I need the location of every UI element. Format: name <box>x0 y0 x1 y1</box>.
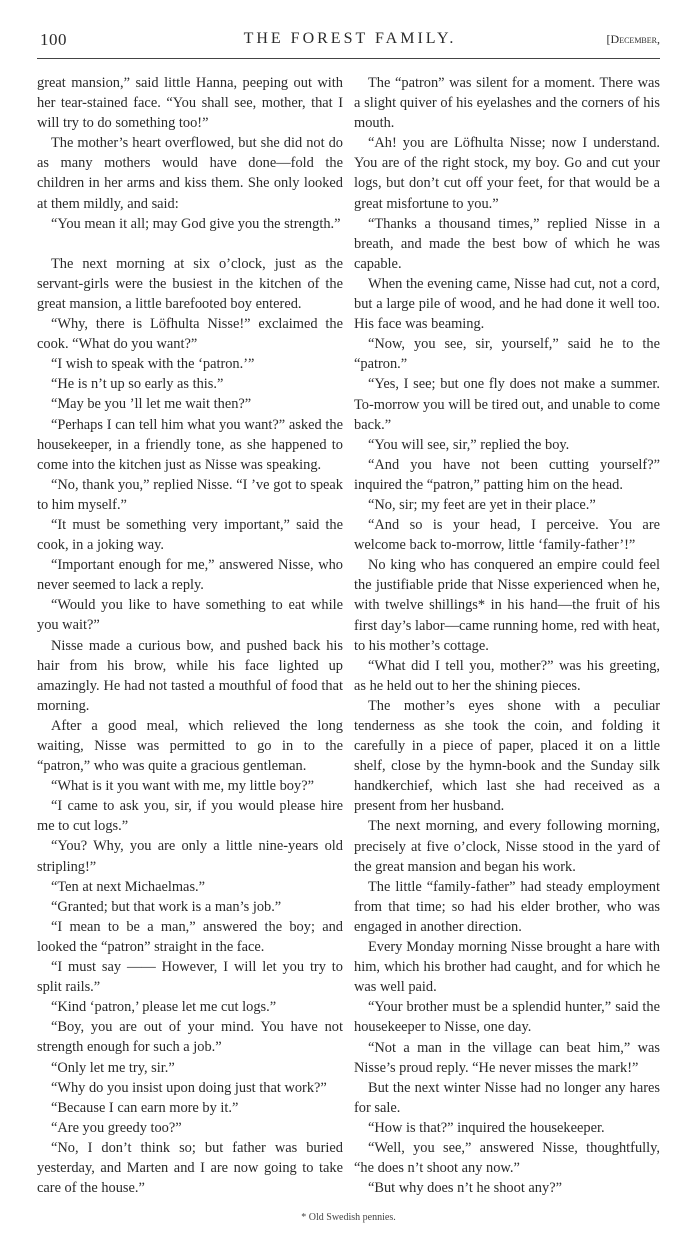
paragraph: “No, I don’t think so; but father was buried yesterday, and Marten and I are now going to take care of the house.” <box>37 1139 343 1197</box>
paragraph: “Why, there is Löfhulta Nisse!” exclaimed the cook. “What do you want?” <box>37 316 343 353</box>
running-month: [December, <box>606 32 660 46</box>
paragraph: “Because I can earn more by it.” <box>51 1099 239 1116</box>
paragraph: “But why does n’t he shoot any?” <box>368 1180 562 1197</box>
paragraph: “I wish to speak with the ‘patron.’” <box>51 356 255 373</box>
paragraph: “Why do you insist upon doing just that work?” <box>51 1079 327 1096</box>
paragraph: The mother’s eyes shone with a peculiar tenderness as she took the coin, and folding it carefully in a piece of paper, placed it on a little shelf, close by the hymn-book and the Sunday silk handkerchief, which last she had received as a present from her husband. <box>354 697 660 815</box>
paragraph: “And you have not been cutting yourself?” inquired the “patron,” patting him on the head. <box>354 456 660 493</box>
paragraph: “Perhaps I can tell him what you want?” asked the housekeeper, in a friendly tone, as she happened to come into the kitchen just as Nisse was speaking. <box>37 416 343 473</box>
paragraph: “Would you like to have something to eat while you wait?” <box>37 597 343 634</box>
paragraph: “You will see, sir,” replied the boy. <box>368 436 570 453</box>
paragraph: But the next winter Nisse had no longer any hares for sale. <box>354 1079 660 1116</box>
paragraph: The “patron” was silent for a moment. There was a slight quiver of his eyelashes and the corners of his mouth. <box>354 75 660 132</box>
footnote: * Old Swedish pennies. <box>301 1212 396 1224</box>
paragraph: “How is that?” inquired the housekeeper. <box>368 1119 605 1136</box>
paragraph: “Granted; but that work is a man’s job.” <box>51 898 282 915</box>
text-columns <box>37 73 660 1198</box>
paragraph: “He is n’t up so early as this.” <box>51 376 224 393</box>
right-column <box>354 73 660 1198</box>
page-number: 100 <box>40 30 67 49</box>
paragraph: Nisse made a curious bow, and pushed back his hair from his brow, while his face lighted up amazingly. He had not tasted a mouthful of food that morning. <box>37 637 343 714</box>
paragraph: “Well, you see,” answered Nisse, thoughtfully, “he does n’t shoot any now.” <box>354 1139 660 1177</box>
paragraph: “What did I tell you, mother?” was his greeting, as he held out to her the shining pieces. <box>354 657 660 694</box>
paragraph: After a good meal, which relieved the long waiting, Nisse was permitted to go in to the “patron,” who was quite a gracious gentleman. <box>37 717 343 775</box>
paragraph: “Boy, you are out of your mind. You have not strength enough for such a job.” <box>37 1019 343 1056</box>
paragraph: “Important enough for me,” answered Nisse, who never seemed to lack a reply. <box>37 557 343 594</box>
paragraph: “And so is your head, I perceive. You are welcome back to-morrow, little ‘family-father’!” <box>354 517 660 554</box>
paragraph: When the evening came, Nisse had cut, not a cord, but a large pile of wood, and he had done it well too. His face was beaming. <box>354 275 660 333</box>
paragraph: “Now, you see, sir, yourself,” said he to the “patron.” <box>354 336 660 373</box>
paragraph: The next morning, and every following morning, precisely at five o’clock, Nisse stood in the yard of the great mansion and began his work. <box>354 818 660 875</box>
paragraph: “Not a man in the village can beat him,” was Nisse’s proud reply. “He never misses the mark!” <box>354 1039 660 1076</box>
paragraph: “Ah! you are Löfhulta Nisse; now I understand. You are of the right stock, my boy. Go and cut your logs, but don’t cut off your feet, for that would be a great misfortune to you.” <box>354 135 660 212</box>
paragraph: No king who has conquered an empire could feel the justifiable pride that Nisse experienced when he, with twelve shillings* in his hand—the fruit of his first day’s labor—came running home, red with heat, to his mother’s cottage. <box>354 557 660 654</box>
paragraph: “May be you ’ll let me wait then?” <box>51 396 252 413</box>
paragraph: “Thanks a thousand times,” replied Nisse in a breath, and made the best bow of which he was capable. <box>354 215 660 272</box>
paragraph: great mansion,” said little Hanna, peeping out with her tear-stained face. “You shall see, mother, that I will try to do something too!” <box>37 75 343 132</box>
paragraph: “No, thank you,” replied Nisse. “I ’ve got to speak to him myself.” <box>37 476 343 513</box>
paragraph: “Only let me try, sir.” <box>51 1059 175 1076</box>
paragraph: The mother’s heart overflowed, but she did not do as many mothers would have done—fold the children in her arms and kiss them. She only looked at them mildly, and said: <box>37 135 343 212</box>
paragraph: “Your brother must be a splendid hunter,” said the housekeeper to Nisse, one day. <box>354 999 660 1036</box>
paragraph: “I came to ask you, sir, if you would please hire me to cut logs.” <box>37 798 343 835</box>
paragraph: “I mean to be a man,” answered the boy; and looked the “patron” straight in the face. <box>37 918 343 955</box>
paragraph: “What is it you want with me, my little boy?” <box>51 778 314 795</box>
left-column <box>37 73 343 1198</box>
paragraph: “Ten at next Michaelmas.” <box>51 878 206 895</box>
paragraph: “You? Why, you are only a little nine-years old stripling!” <box>37 838 343 875</box>
running-title: THE FOREST FAMILY. <box>243 30 457 47</box>
paragraph: “Kind ‘patron,’ please let me cut logs.” <box>51 999 277 1016</box>
paragraph: “You mean it all; may God give you the strength.” <box>51 215 341 232</box>
paragraph: The little “family-father” had steady employment from that time; so had his elder brother, who was engaged in another direction. <box>354 878 660 935</box>
paragraph: The next morning at six o’clock, just as the servant-girls were the busiest in the kitchen of the great mansion, a little barefooted boy entered. <box>37 255 343 312</box>
paragraph: “Yes, I see; but one fly does not make a summer. To-morrow you will be tired out, and unable to come back.” <box>354 376 660 433</box>
paragraph: “It must be something very important,” said the cook, in a joking way. <box>37 516 343 554</box>
paragraph: “I must say —— However, I will let you try to split rails.” <box>37 959 343 996</box>
paragraph: “Are you greedy too?” <box>51 1119 182 1136</box>
paragraph: Every Monday morning Nisse brought a hare with him, which his brother had caught, and for which he was well paid. <box>354 939 660 996</box>
paragraph: “No, sir; my feet are yet in their place.” <box>368 496 596 513</box>
